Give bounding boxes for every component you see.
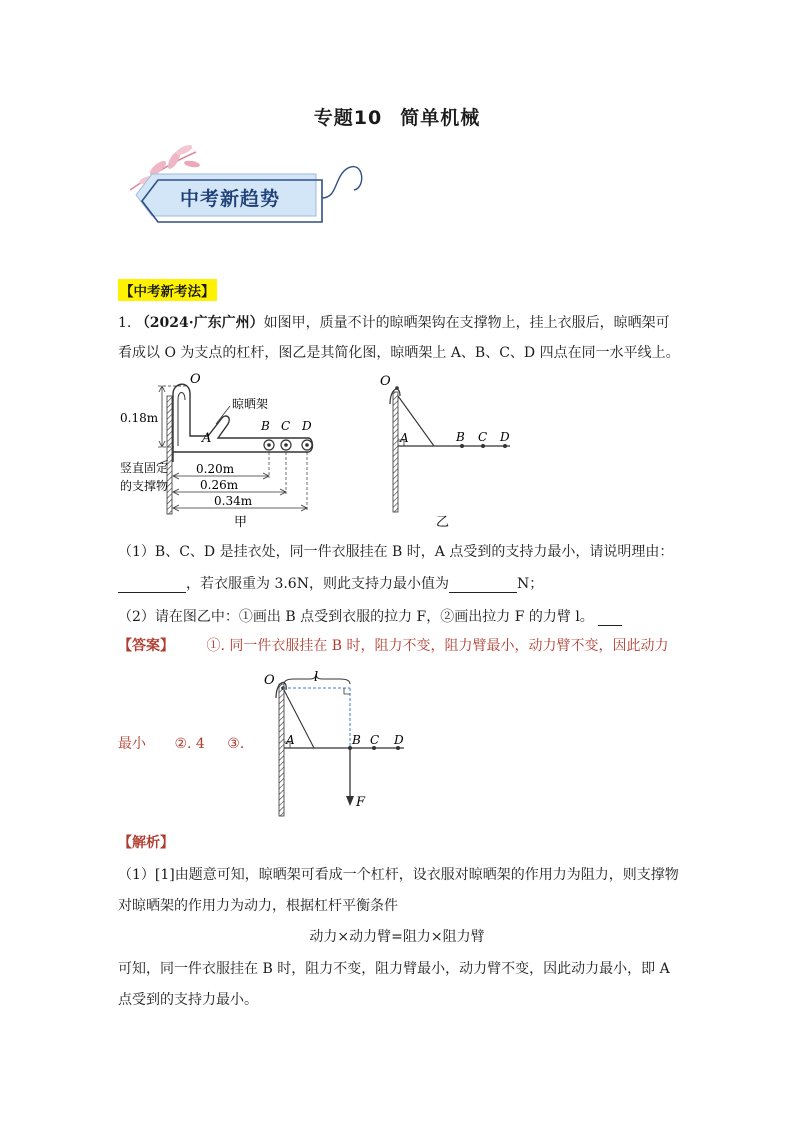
- support-post: [279, 684, 284, 816]
- figure-jia-caption: 甲: [234, 515, 248, 528]
- part-1-blanks-line: [118, 573, 543, 593]
- figure-answer: [258, 668, 418, 820]
- question-source: （2024·广东广州）: [135, 315, 264, 331]
- point-B-label: B: [352, 733, 361, 747]
- answer-blank-1[interactable]: [118, 592, 186, 593]
- point-C-label: C: [478, 430, 488, 444]
- answer-item-1-cont: 最小: [118, 736, 146, 752]
- hanger-points: [264, 440, 312, 450]
- support-label-1: 竖直固定: [120, 461, 169, 475]
- answer-item-2: ②. 4: [174, 736, 205, 752]
- point-A-label: A: [286, 733, 295, 747]
- swirl-decoration: [322, 167, 362, 198]
- answer-item-1: ①. 同一件衣服挂在 B 时，阻力不变，阻力臂最小，动力臂不变，因此动力: [206, 638, 669, 654]
- point-A-label: A: [202, 431, 212, 446]
- point-B-label: B: [456, 430, 465, 444]
- part-2-line: [118, 606, 622, 626]
- drying-rack: [173, 384, 313, 462]
- banner-title: 中考新趋势: [180, 188, 281, 210]
- part-1-line: （1）B、C、D 是挂衣处，同一件衣服挂在 B 时，A 点受到的支持力最小，请说明理由：: [118, 544, 674, 560]
- point-D-label: D: [394, 733, 404, 747]
- analysis-formula: 动力×动力臂=阻力×阻力臂: [309, 929, 485, 945]
- analysis-line-4: 点受到的支持力最小。: [118, 992, 258, 1008]
- figure-jia: [118, 366, 338, 528]
- analysis-line-3: 可知，同一件衣服挂在 B 时，阻力不变，阻力臂最小，动力臂不变，因此动力最小，即 A: [118, 961, 670, 977]
- answer-blank-2[interactable]: [449, 592, 517, 593]
- point-C-label: C: [370, 733, 380, 747]
- support-label-2: 的支撑物: [120, 479, 169, 493]
- figure-yi: [370, 366, 530, 528]
- force-arm-label: l: [314, 669, 319, 685]
- page-title: [0, 103, 794, 130]
- answer-blank-3[interactable]: [598, 625, 622, 626]
- point-O-label: O: [190, 372, 201, 387]
- support-post: [167, 396, 172, 514]
- point-C-label: C: [281, 419, 291, 433]
- part-1-text-2: ，若衣服重为 3.6N，则此支持力最小值为: [186, 576, 449, 592]
- question-number: 1.: [118, 315, 132, 331]
- point-O-label: O: [264, 673, 275, 688]
- answer-item-3: ③.: [227, 736, 245, 752]
- analysis-line-1: （1）[1]由题意可知，晾晒架可看成一个杠杆，设衣服对晾晒架的作用力为阻力，则支撑物: [118, 867, 679, 883]
- dim-018-label: 0.18m: [120, 411, 159, 425]
- part-2-text: （2）请在图乙中：①画出 B 点受到衣服的拉力 F，②画出拉力 F 的力臂 l。: [118, 609, 594, 625]
- dim-020-label: 0.20m: [196, 462, 235, 476]
- question-line-1: [118, 312, 670, 332]
- analysis-label: 【解析】: [118, 835, 174, 851]
- analysis-line-2: 对晾晒架的作用力为动力，根据杠杆平衡条件: [118, 898, 398, 914]
- point-B-label: B: [261, 419, 270, 433]
- support-post: [393, 392, 398, 512]
- dim-026-label: 0.26m: [200, 478, 239, 492]
- dim-034-label: 0.34m: [214, 494, 253, 508]
- force-F-label: F: [356, 795, 366, 810]
- point-D-label: D: [302, 419, 312, 433]
- answer-line: [118, 635, 669, 655]
- title-topic-number: 专题10: [313, 107, 383, 129]
- rack-label: 晾晒架: [232, 397, 269, 411]
- figure-yi-caption: 乙: [436, 515, 450, 528]
- part-1-text-3: N；: [516, 576, 544, 592]
- question-line-2: 看成以 O 为支点的杠杆，图乙是其简化图，晾晒架上 A、B、C、D 四点在同一水平线上。: [118, 345, 680, 361]
- title-topic-name: 简单机械: [400, 107, 481, 129]
- answer-line-2: [118, 733, 244, 753]
- point-O-label: O: [380, 374, 391, 389]
- question-text-1: 如图甲，质量不计的晾晒架钩在支撑物上，挂上衣服后，晾晒架可: [263, 315, 670, 331]
- answer-label: 【答案】: [118, 638, 174, 654]
- point-A-label: A: [400, 431, 409, 445]
- section-tag: 【中考新考法】: [118, 279, 217, 301]
- point-D-label: D: [500, 430, 510, 444]
